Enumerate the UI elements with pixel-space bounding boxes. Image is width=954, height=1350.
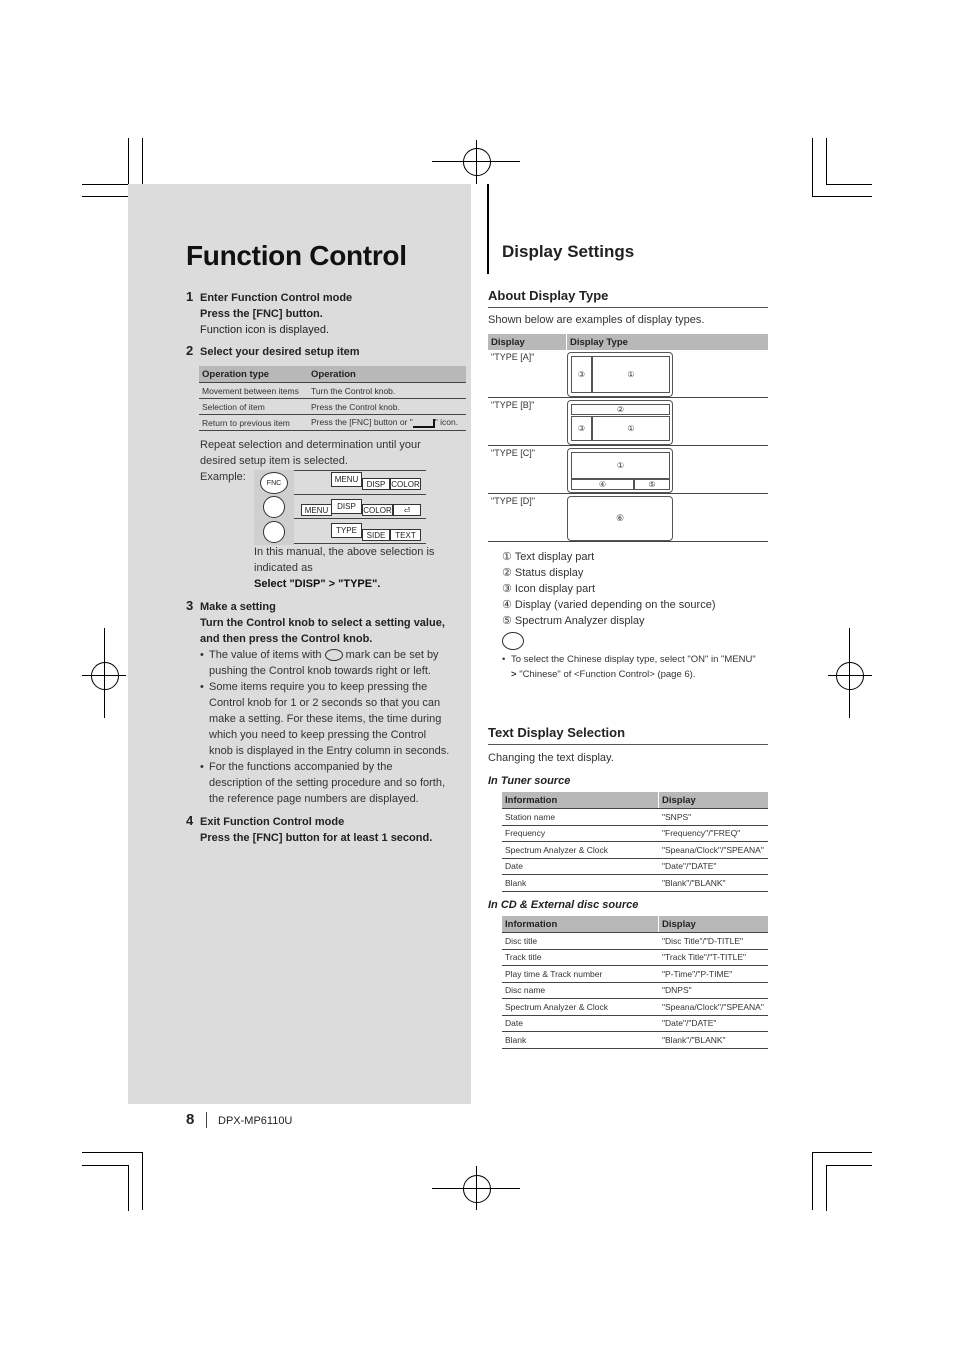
table-row: Date "Date"/"DATE" xyxy=(502,1015,768,1032)
step-number: 1 xyxy=(186,289,194,304)
step-number: 3 xyxy=(186,598,194,613)
table-row: "TYPE [C]" xyxy=(488,446,768,494)
step-number: 2 xyxy=(186,343,194,358)
operation-table: Operation type Operation Movement between items Turn the Control knob. Selection of item Press the Control knob. Return to previous item Press the [FNC] button or " " icon. xyxy=(199,366,466,431)
knob-left-right-icon xyxy=(325,649,343,661)
table-row: Blank "Blank"/"BLANK" xyxy=(502,875,768,892)
about-intro: Shown below are examples of display types. xyxy=(488,314,705,326)
text-sel-intro: Changing the text display. xyxy=(488,752,614,764)
tuner-table: Information Display Station name "SNPS" Frequency "Frequency"/"FREQ" Spectrum Analyzer & Clock "Speana/Clock"/"SPEANA" Date "Date"/"DATE" Blank "Blank"/"BLANK" xyxy=(502,792,768,892)
table-row: Blank "Blank"/"BLANK" xyxy=(502,1032,768,1049)
step-number: 4 xyxy=(186,813,194,828)
table-row: Station name "SNPS" xyxy=(502,809,768,826)
table-row: Selection of item Press the Control knob. xyxy=(199,399,466,415)
table-row: Return to previous item Press the [FNC] button or " " icon. xyxy=(199,415,466,431)
page-number: 8 xyxy=(186,1111,195,1128)
control-knob-icon xyxy=(263,496,285,518)
table-row: Track title "Track Title"/"T-TITLE" xyxy=(502,949,768,966)
step-1: Enter Function Control mode Press the [FNC] button. Function icon is displayed. xyxy=(200,292,353,336)
lcd-type-a: ③ ① xyxy=(567,352,673,397)
table-row: Frequency "Frequency"/"FREQ" xyxy=(502,825,768,842)
section-bar xyxy=(487,184,489,274)
note-icon xyxy=(502,632,524,650)
step-4: Exit Function Control mode Press the [FNC] button for at least 1 second. xyxy=(200,816,433,844)
table-row: Spectrum Analyzer & Clock "Speana/Clock"/"SPEANA" xyxy=(502,999,768,1016)
section-title: Display Settings xyxy=(502,242,635,261)
arrow-icon: > xyxy=(511,669,517,680)
knob-press-icon xyxy=(263,521,285,543)
table-row: "TYPE [D]" xyxy=(488,494,768,542)
step-2: Select your desired setup item xyxy=(200,346,360,358)
fnc-button-icon: FNC xyxy=(260,472,288,494)
lcd-type-b: ② ③ ① xyxy=(567,400,673,445)
lcd-type-d: ⑥ xyxy=(567,496,673,541)
note-text: • To select the Chinese display type, select "ON" in "MENU" > "Chinese" of <Function Control> (page 6). xyxy=(502,654,756,680)
lcd-type-c: ① ④ ⑤ xyxy=(567,448,673,493)
step-3-bullets xyxy=(200,647,470,807)
list-item: • For the functions accompanied by the description of the setting procedure and so forth, the reference page numbers are displayed. xyxy=(200,761,446,805)
return-icon: ⏎ xyxy=(393,504,421,516)
return-icon xyxy=(413,419,435,428)
repeat-text: Repeat selection and determination until your desired setup item is selected. Example: xyxy=(200,439,421,483)
display-legend: ① Text display part ② Status display ③ Icon display part ④ Display (varied depending on the source) ⑤ Spectrum Analyzer display xyxy=(502,551,716,627)
table-row: Play time & Track number "P-Time"/"P-TIME" xyxy=(502,966,768,983)
text-display-selection-heading: Text Display Selection xyxy=(488,725,626,740)
tuner-source-heading: In Tuner source xyxy=(488,775,571,787)
step-3: Make a setting Turn the Control knob to select a setting value, and then press the Control knob. xyxy=(200,601,445,645)
display-type-table: Display Display Type "TYPE [A]" "TYPE [B]" "TYPE [C]" "TYPE [D]" xyxy=(488,334,768,542)
table-row: Disc name "DNPS" xyxy=(502,982,768,999)
cd-table: Information Display Disc title "Disc Title"/"D-TITLE" Track title "Track Title"/"T-TITLE" Play time & Track number "P-Time"/"P-TIME" Disc name "DNPS" Spectrum Analyzer & Clock "Speana/Clock"/"SPEANA" Date "Date"/"DATE" Blank "Blank"/"BLANK" xyxy=(502,916,768,1049)
table-row: "TYPE [A]" xyxy=(488,350,768,398)
table-row: "TYPE [B]" xyxy=(488,398,768,446)
about-display-type-heading: About Display Type xyxy=(488,288,609,303)
table-row: Movement between items Turn the Control knob. xyxy=(199,383,466,399)
table-row: Spectrum Analyzer & Clock "Speana/Clock"/"SPEANA" xyxy=(502,842,768,859)
table-row: Disc title "Disc Title"/"D-TITLE" xyxy=(502,933,768,950)
table-row: Date "Date"/"DATE" xyxy=(502,858,768,875)
model-name: DPX-MP6110U xyxy=(218,1115,293,1127)
list-item: • Some items require you to keep pressing the Control knob for 1 or 2 seconds so that you can make a setting. For these items, the time during which you need to keep pressing the Control knob is displayed in the Entry column in seconds. xyxy=(200,681,450,757)
cd-source-heading: In CD & External disc source xyxy=(488,899,639,911)
list-item: • The value of items with mark can be set by pushing the Control knob towards right or left. xyxy=(200,649,439,677)
arrow-icon: > xyxy=(328,578,336,590)
manual-note: In this manual, the above selection is indicated as Select "DISP" > "TYPE". xyxy=(254,546,435,590)
page-title: Function Control xyxy=(186,240,407,271)
